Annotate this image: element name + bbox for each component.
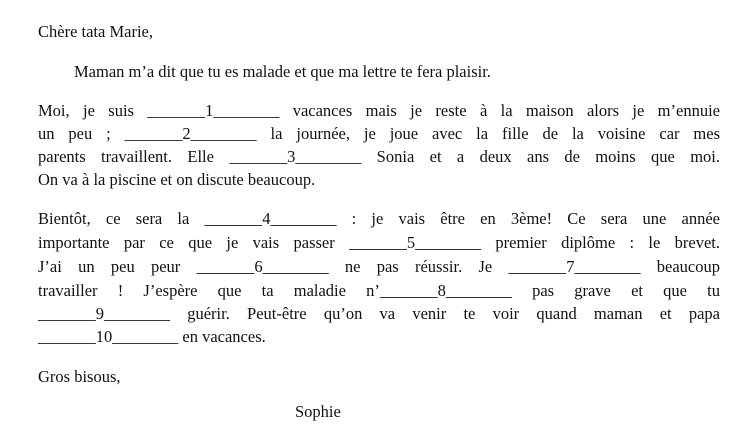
paragraph-2-line: _______10________ en vacances. — [38, 327, 266, 346]
paragraph-1-line: On va à la piscine et on discute beaucoup. — [38, 170, 316, 189]
paragraph-2-line: importante par ce que je vais passer _______5________ premier diplôme : le brevet. — [38, 233, 720, 252]
paragraph-2-line: J’ai un peu peur _______6________ ne pas réussir. Je _______7________ beaucoup — [38, 257, 720, 276]
letter-intro: Maman m’a dit que tu es malade et que ma lettre te fera plaisir. — [74, 62, 491, 81]
paragraph-2-line: _______9________ guérir. Peut-être qu’on va venir te voir quand maman et papa — [38, 304, 720, 323]
letter-greeting: Chère tata Marie, — [38, 22, 153, 41]
paragraph-1-line: parents travaillent. Elle _______3________ Sonia et a deux ans de moins que moi. — [38, 147, 720, 166]
paragraph-2-line: Bientôt, ce sera la _______4________ : je vais être en 3ème! Ce sera une année — [38, 209, 720, 228]
paragraph-1-line: Moi, je suis _______1________ vacances mais je reste à la maison alors je m’ennuie — [38, 101, 720, 120]
paragraph-1-line: un peu ; _______2________ la journée, je joue avec la fille de la voisine car mes — [38, 124, 720, 143]
letter-signature: Sophie — [295, 402, 341, 421]
paragraph-2-line: travailler ! J’espère que ta maladie n’_______8________ pas grave et que tu — [38, 281, 720, 300]
letter-closing: Gros bisous, — [38, 367, 121, 386]
